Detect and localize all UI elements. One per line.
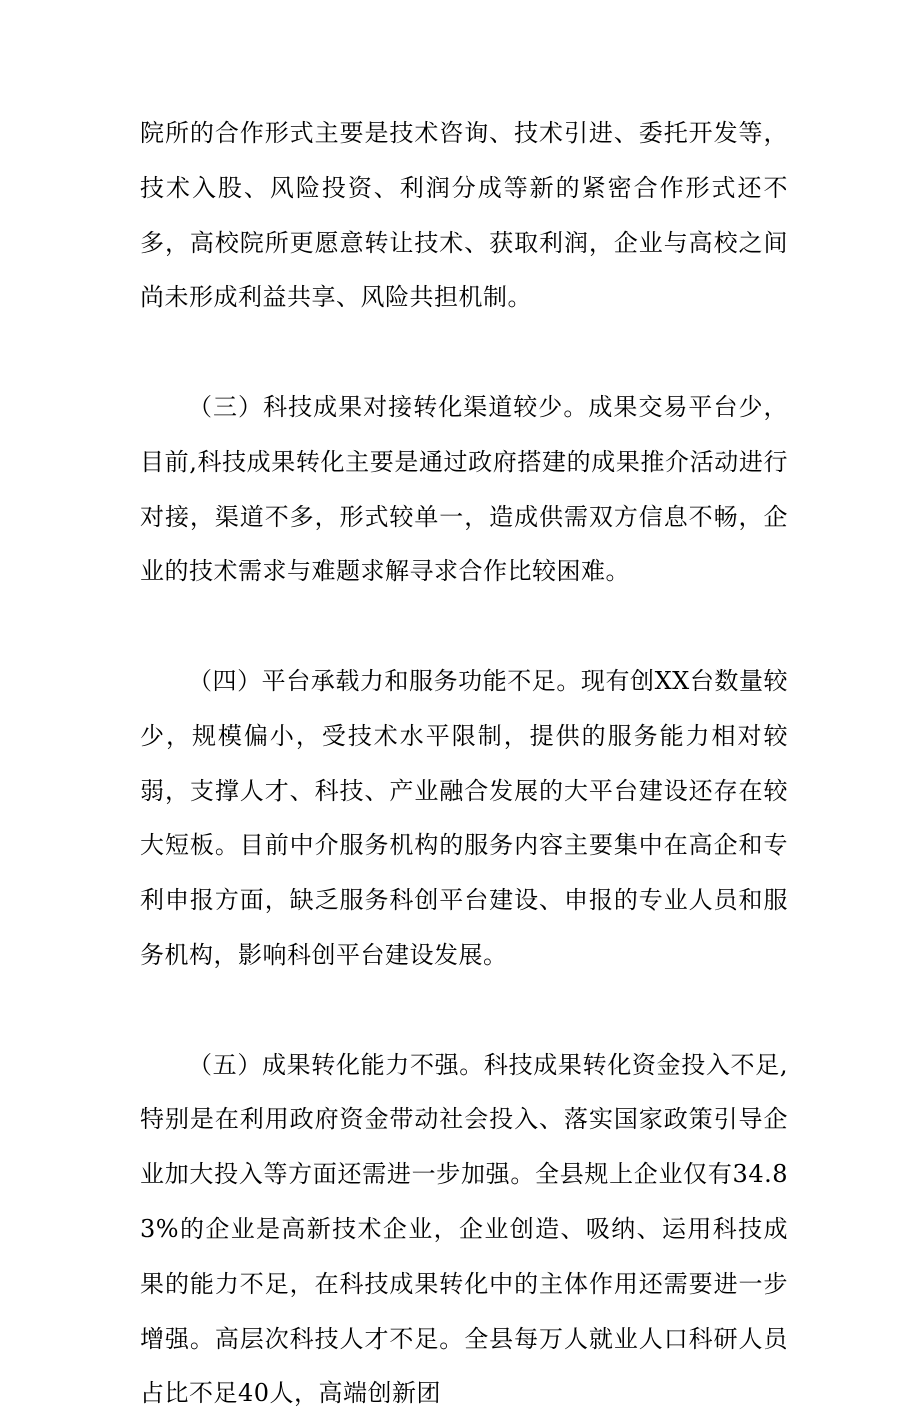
document-body (140, 106, 788, 1421)
paragraph-section-four: （四）平台承载力和服务功能不足。现有创XX台数量较少，规模偏小，受技术水平限制，提供的服务能力相对较弱，支撑人才、科技、产业融合发展的大平台建设还存在较大短板。目前中介服务机构的服务内容主要集中在高企和专利申报方面，缺乏服务科创平台建设、申报的专业人员和服务机构，影响科创平台建设发展。 (140, 666, 788, 969)
paragraph-section-five: （五）成果转化能力不强。科技成果转化资金投入不足,特别是在利用政府资金带动社会投入、落实国家政策引导企业加大投入等方面还需进一步加强。全县规上企业仅有34.83%的企业是高新技术企业，企业创造、吸纳、运用科技成果的能力不足，在科技成果转化中的主体作用还需要进一步增强。高层次科技人才不足。全县每万人就业人口科研人员占比不足40人，高端创新团 (140, 1050, 788, 1408)
paragraph-continuation: 院所的合作形式主要是技术咨询、技术引进、委托开发等，技术入股、风险投资、利润分成等新的紧密合作形式还不多，高校院所更愿意转让技术、获取利润，企业与高校之间尚未形成利益共享、风险共担机制。 (140, 119, 788, 312)
paragraph-section-three: （三）科技成果对接转化渠道较少。成果交易平台少，目前,科技成果转化主要是通过政府搭建的成果推介活动进行对接，渠道不多，形式较单一，造成供需双方信息不畅，企业的技术需求与难题求解寻求合作比较困难。 (140, 392, 788, 586)
